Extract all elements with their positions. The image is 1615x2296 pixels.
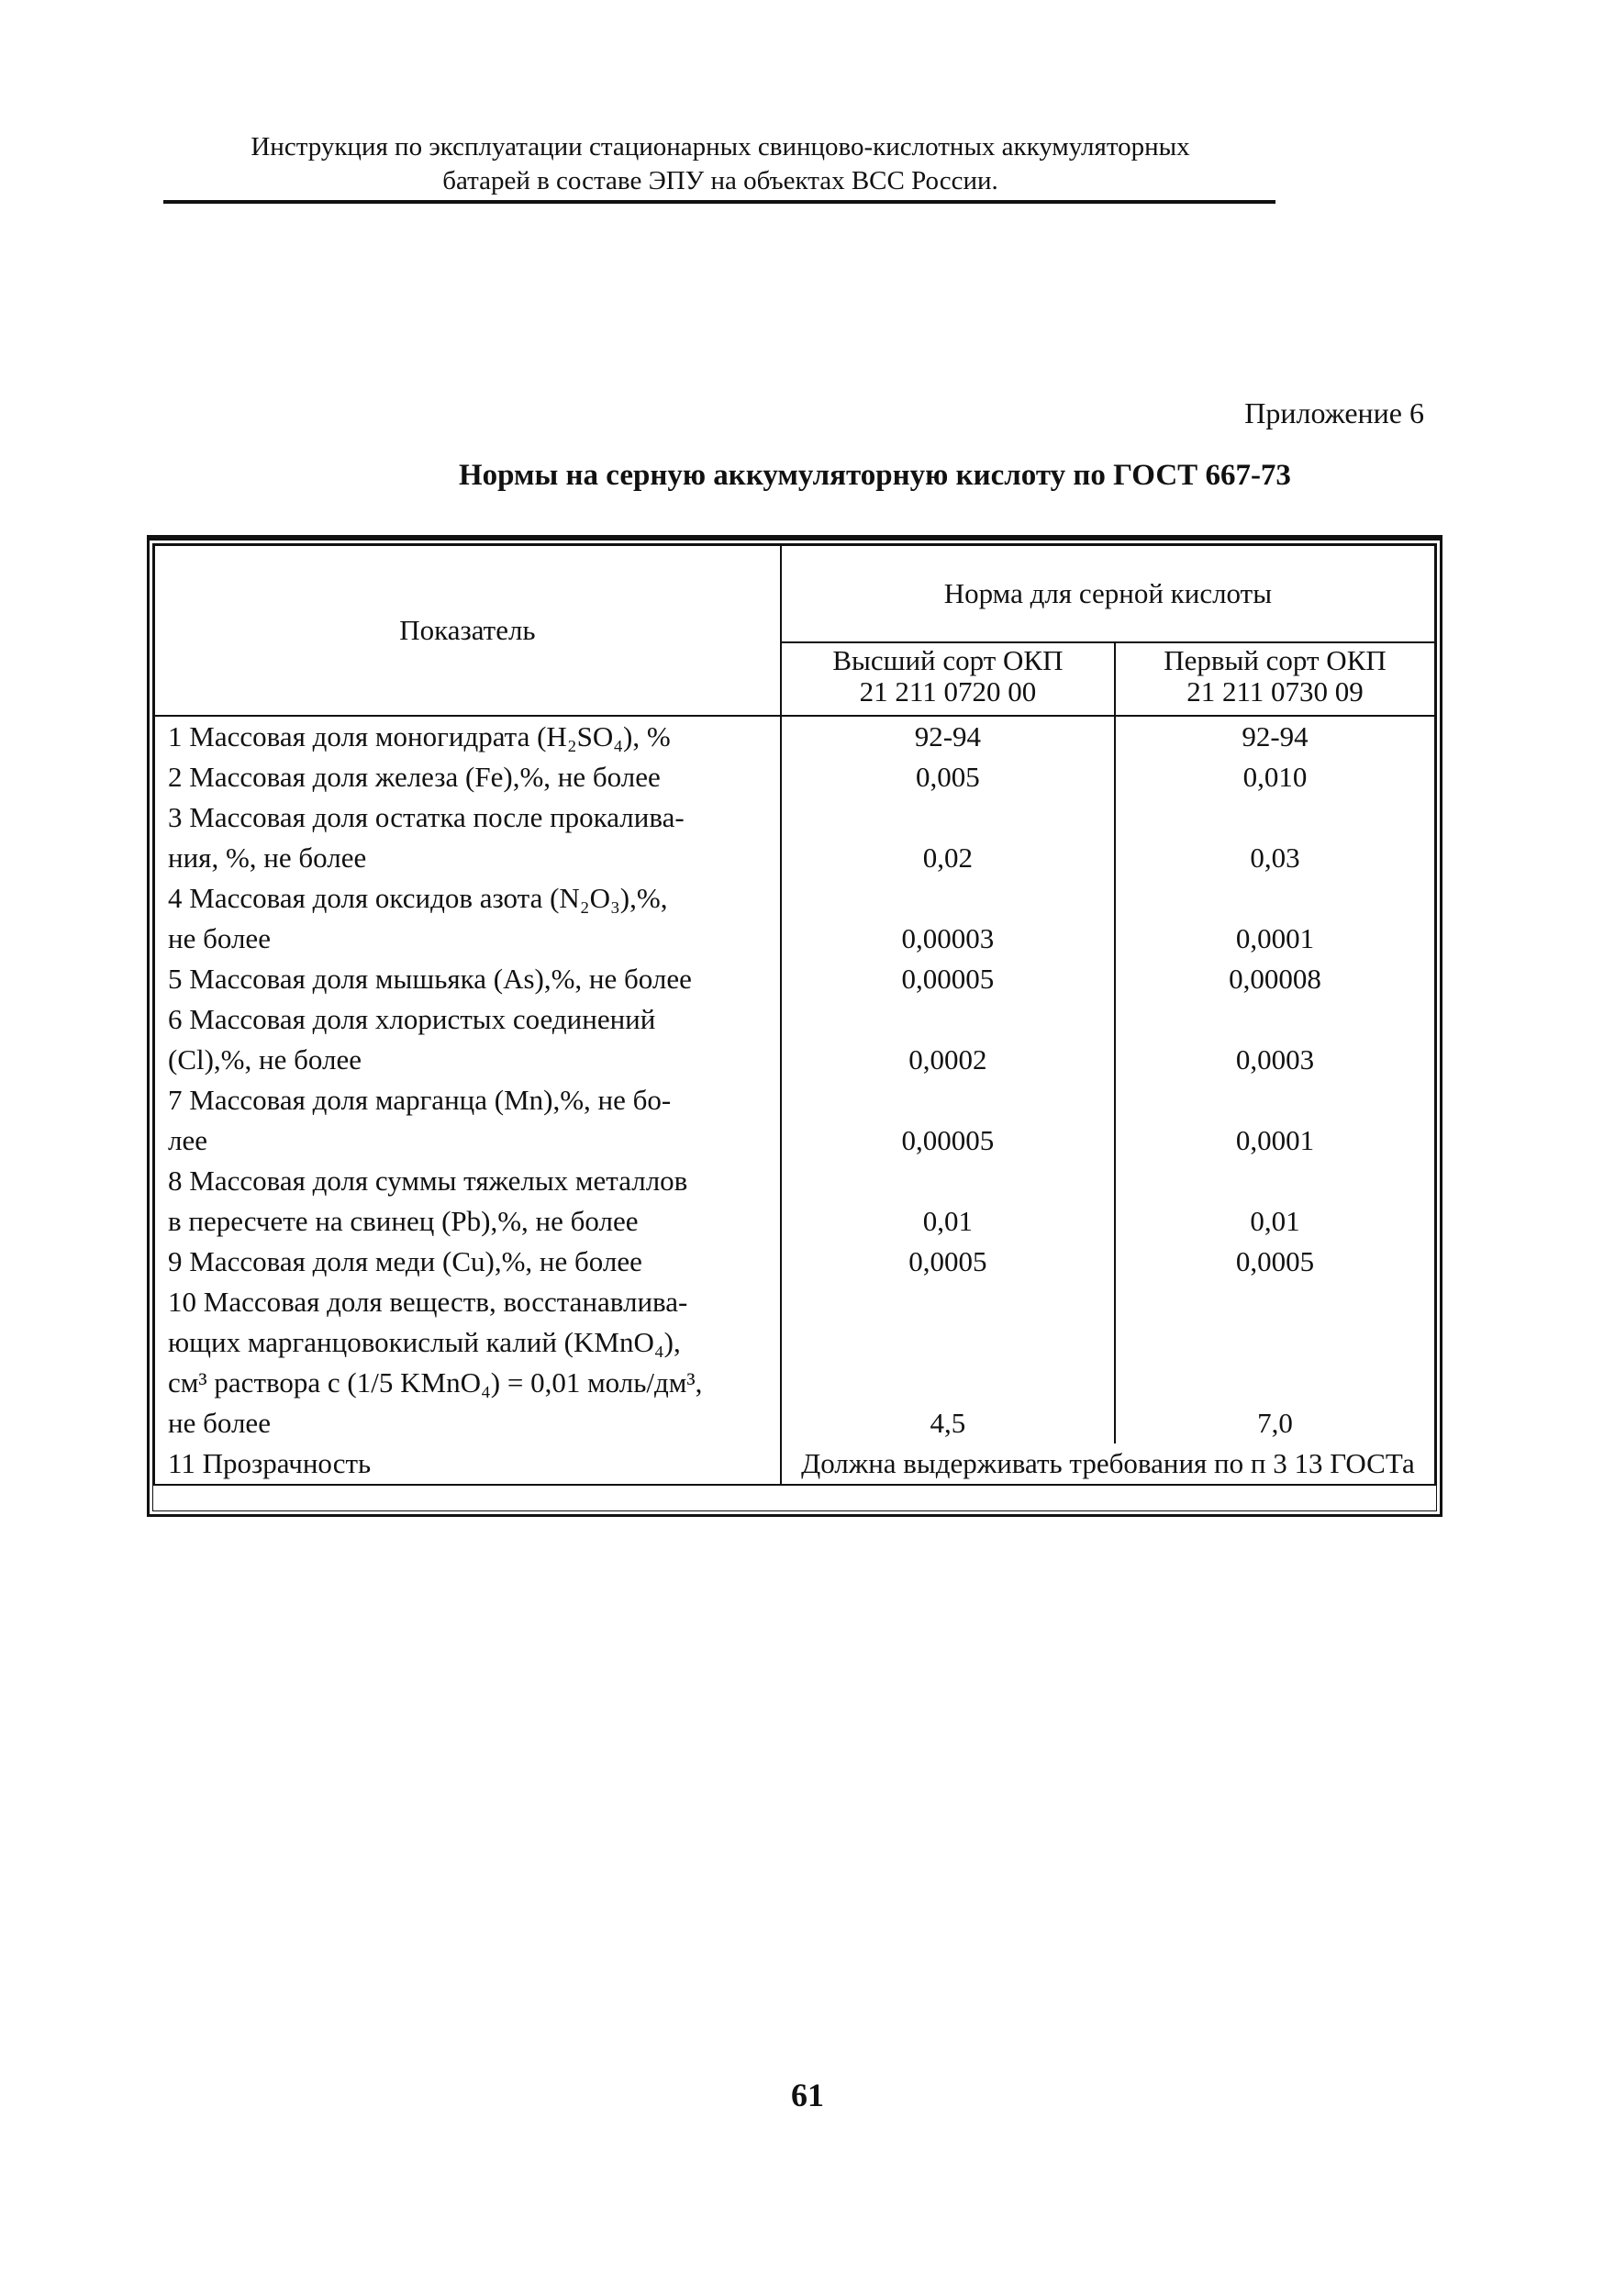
indicator-text-line: 5 Массовая доля мышьяка (As),%, не более <box>168 963 692 995</box>
indicator-cell <box>154 878 781 959</box>
grade-premium-header <box>781 642 1115 716</box>
grade-first-code: 21 211 0730 09 <box>1186 675 1364 708</box>
page-number: 61 <box>791 2077 824 2113</box>
premium-value-cell: 92-94 <box>781 716 1115 757</box>
indicator-text-line: 6 Массовая доля хлористых соединений <box>168 1003 656 1035</box>
indicator-text-line: ющих марганцовокислый калий (KMnO₄), <box>168 1326 681 1358</box>
indicator-text-line: не более <box>168 922 271 954</box>
table-row <box>154 797 1435 878</box>
premium-value-cell: 4,5 <box>781 1282 1115 1443</box>
indicator-text-line: 7 Массовая доля марганца (Mn),%, не бо- <box>168 1084 672 1116</box>
table-row <box>154 1080 1435 1161</box>
indicator-text-line: 8 Массовая доля суммы тяжелых металлов <box>168 1165 688 1197</box>
grade-first-name: Первый сорт ОКП <box>1164 644 1387 676</box>
table-row <box>154 757 1435 797</box>
premium-value-cell: 0,00003 <box>781 878 1115 959</box>
header-divider <box>163 200 1275 204</box>
indicator-text-line: не более <box>168 1407 271 1439</box>
premium-value-cell: 0,0005 <box>781 1242 1115 1282</box>
premium-value-cell: 0,0002 <box>781 999 1115 1080</box>
table-row <box>154 1443 1435 1485</box>
header-line-1: Инструкция по эксплуатации стационарных свинцово-кислотных аккумуляторных <box>251 132 1190 162</box>
table-row <box>154 1242 1435 1282</box>
merged-value-cell: Должна выдерживать требования по п 3 13 ГОСТа <box>781 1443 1435 1485</box>
premium-value-cell: 0,005 <box>781 757 1115 797</box>
indicator-text-line: 10 Массовая доля веществ, восстанавлива- <box>168 1286 688 1318</box>
indicator-text-line: 11 Прозрачность <box>168 1447 372 1479</box>
table-row <box>154 999 1435 1080</box>
indicator-cell <box>154 1242 781 1282</box>
first-grade-value-cell: 0,010 <box>1115 757 1435 797</box>
premium-value-cell: 0,01 <box>781 1161 1115 1242</box>
table-row <box>154 959 1435 999</box>
premium-value-cell: 0,00005 <box>781 959 1115 999</box>
indicator-cell <box>154 999 781 1080</box>
first-grade-value-cell: 0,00008 <box>1115 959 1435 999</box>
first-grade-value-cell: 0,01 <box>1115 1161 1435 1242</box>
grade-premium-code: 21 211 0720 00 <box>859 675 1037 708</box>
indicator-cell <box>154 1443 781 1485</box>
first-grade-value-cell: 0,0001 <box>1115 878 1435 959</box>
indicator-text-line: 9 Массовая доля меди (Cu),%, не более <box>168 1245 642 1277</box>
document-header <box>165 130 1275 198</box>
norms-table <box>153 544 1436 1486</box>
first-grade-value-cell: 0,0005 <box>1115 1242 1435 1282</box>
indicator-text-line: 1 Массовая доля моногидрата (H₂SO₄), % <box>168 720 671 752</box>
header-line-2: батарей в составе ЭПУ на объектах ВСС России. <box>442 166 998 195</box>
first-grade-value-cell: 0,0001 <box>1115 1080 1435 1161</box>
premium-value-cell: 0,02 <box>781 797 1115 878</box>
first-grade-value-cell: 0,0003 <box>1115 999 1435 1080</box>
grade-premium-name: Высший сорт ОКП <box>832 644 1064 676</box>
indicator-cell <box>154 797 781 878</box>
table-row <box>154 1161 1435 1242</box>
first-grade-value-cell: 7,0 <box>1115 1282 1435 1443</box>
indicator-text-line: лее <box>168 1124 207 1156</box>
indicator-text-line: 4 Массовая доля оксидов азота (N₂O₃),%, <box>168 882 668 914</box>
indicator-cell <box>154 1282 781 1443</box>
grade-first-header <box>1115 642 1435 716</box>
indicator-text-line: в пересчете на свинец (Pb),%, не более <box>168 1205 639 1237</box>
appendix-label: Приложение 6 <box>1244 396 1424 429</box>
indicator-text-line: ния, %, не более <box>168 841 367 874</box>
norms-table-frame <box>147 535 1442 1517</box>
table-title: Нормы на серную аккумуляторную кислоту по ГОСТ 667-73 <box>459 459 1291 492</box>
table-row <box>154 1282 1435 1443</box>
first-grade-value-cell: 92-94 <box>1115 716 1435 757</box>
norm-column-header: Норма для серной кислоты <box>781 545 1435 642</box>
indicator-cell <box>154 716 781 757</box>
indicator-cell <box>154 1161 781 1242</box>
first-grade-value-cell: 0,03 <box>1115 797 1435 878</box>
indicator-text-line: 2 Массовая доля железа (Fe),%, не более <box>168 761 661 793</box>
indicator-cell <box>154 1080 781 1161</box>
indicator-text-line: см³ раствора с (1/5 KMnO₄) = 0,01 моль/дм³, <box>168 1366 703 1399</box>
table-row <box>154 878 1435 959</box>
table-row <box>154 716 1435 757</box>
premium-value-cell: 0,00005 <box>781 1080 1115 1161</box>
indicator-column-header: Показатель <box>154 545 781 716</box>
indicator-cell <box>154 959 781 999</box>
indicator-text-line: 3 Массовая доля остатка после прокалива- <box>168 801 685 833</box>
indicator-text-line: (Cl),%, не более <box>168 1043 362 1076</box>
norms-table-body <box>154 716 1435 1485</box>
indicator-cell <box>154 757 781 797</box>
